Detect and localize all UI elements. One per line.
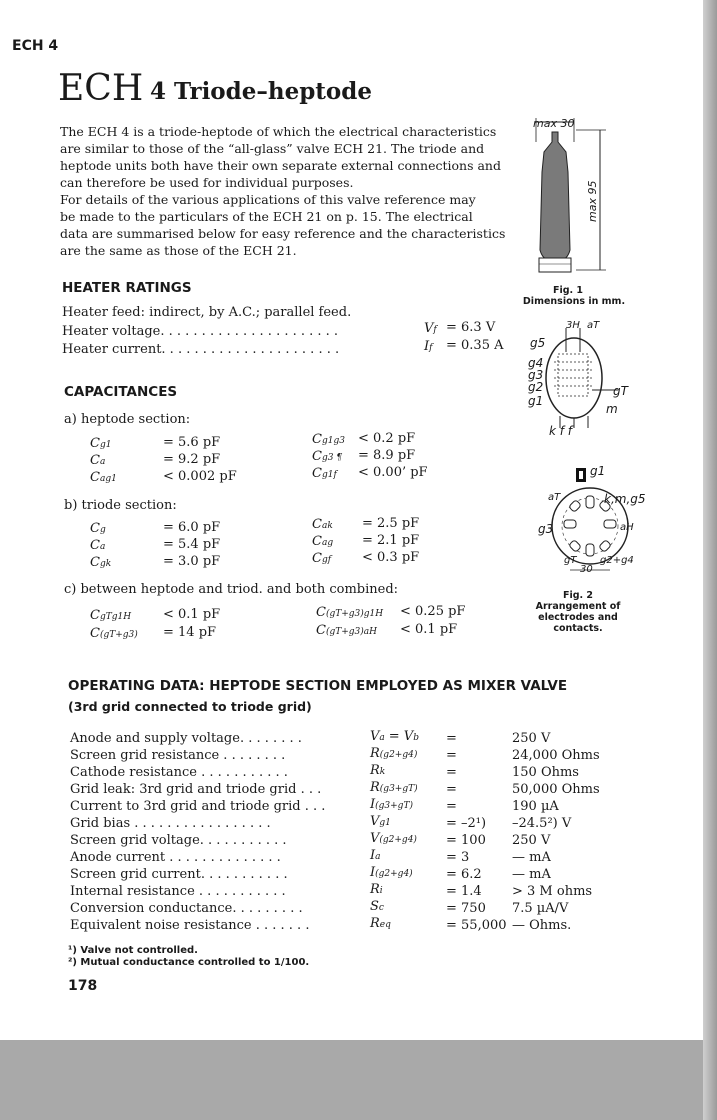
schematic-label: g5 <box>530 336 546 350</box>
page-number: 178 <box>68 978 98 994</box>
operating-row-symbol: Rk <box>370 763 386 778</box>
footnote: ¹) Valve not controlled. <box>68 945 198 956</box>
cap-value: < 0.1 pF <box>163 607 221 622</box>
operating-row-symbol: Vg1 <box>370 814 391 829</box>
operating-row-value-b: — mA <box>512 850 551 865</box>
schematic-label: gT <box>613 384 628 398</box>
operating-row-label: Cathode resistance . . . . . . . . . . . <box>70 765 288 780</box>
heater-voltage-symbol <box>424 321 437 336</box>
operating-row-value-a: = 6.2 <box>446 867 482 882</box>
pin <box>586 544 594 556</box>
operating-row-value-b: 190 µA <box>512 799 559 814</box>
operating-row-value-b: –24.5²) V <box>512 816 572 831</box>
cap-value: < 0.2 pF <box>358 431 416 446</box>
cap-value: = 9.2 pF <box>163 452 221 467</box>
pin-label: g1 <box>590 464 606 478</box>
schematic-label: g3 <box>528 368 544 382</box>
cap-value: < 0.25 pF <box>400 604 466 619</box>
operating-row-equals: = <box>446 748 457 763</box>
heater-current-symbol <box>424 339 432 354</box>
operating-row-value-b: > 3 M ohms <box>512 884 593 899</box>
heptode-section-label: a) heptode section: <box>64 412 191 427</box>
cap-value: = 5.4 pF <box>163 537 221 552</box>
valve-outline-figure <box>522 112 622 280</box>
symbol-subscript: f <box>433 325 437 335</box>
operating-row-equals: = <box>446 765 457 780</box>
symbol-letter: V <box>424 321 434 336</box>
operating-row-label: Equivalent noise resistance . . . . . . . <box>70 918 310 933</box>
schematic-label: g2 <box>528 380 544 394</box>
operating-row-label: Current to 3rd grid and triode grid . . . <box>70 799 326 814</box>
capacitances-heading: CAPACITANCES <box>64 384 178 400</box>
fig2-caption-sub: electrodes and <box>538 612 618 623</box>
cap-symbol: Ca <box>90 453 106 468</box>
intro-line: For details of the various applications of this valve reference may <box>60 192 476 207</box>
symbol-subscript: f <box>429 343 433 353</box>
operating-row-label: Anode current . . . . . . . . . . . . . . <box>70 850 281 865</box>
cap-symbol: Ca <box>90 538 106 553</box>
operating-row-value-a: = 100 <box>446 833 486 848</box>
cap-symbol: Cag <box>312 534 334 549</box>
pin-label: aT <box>548 492 561 503</box>
fig1-caption: Fig. 1 <box>552 285 584 296</box>
operating-row-value-b: 150 Ohms <box>512 765 579 780</box>
schematic-label: aT <box>587 320 600 331</box>
intro-line: can therefore be used for individual purposes. <box>60 175 354 190</box>
page-title: ECH <box>58 68 144 109</box>
operating-row-value-b: — Ohms. <box>512 918 572 933</box>
cap-value: < 0.002 pF <box>163 469 237 484</box>
operating-data-heading: OPERATING DATA: HEPTODE SECTION EMPLOYED AS MIXER VALVE <box>68 678 568 694</box>
cap-symbol: Cg1f <box>312 466 337 481</box>
operating-data-subheading: (3rd grid connected to triode grid) <box>68 699 312 714</box>
cap-symbol: C(gT+g3) <box>90 626 138 641</box>
cap-value: = 2.5 pF <box>362 516 420 531</box>
cap-value: = 3.0 pF <box>163 554 221 569</box>
page-subtitle: 4 Triode–heptode <box>150 78 372 105</box>
fig1-height-label: max 95 <box>586 180 599 222</box>
heater-voltage-label: Heater voltage. . . . . . . . . . . . . . . . . . . . . . <box>62 324 339 339</box>
cap-value: = 14 pF <box>163 625 217 640</box>
operating-row-equals: = <box>446 731 457 746</box>
heater-voltage-value: = 6.3 V <box>446 320 496 335</box>
pin <box>604 520 616 528</box>
page-bottom-shadow <box>0 1040 703 1120</box>
fig2-caption-sub: Arrangement of <box>535 601 621 612</box>
symbol-letter: I <box>424 339 430 354</box>
operating-row-value-a: = 1.4 <box>446 884 482 899</box>
cap-value: < 0.1 pF <box>400 622 458 637</box>
pin-label: g2+g4 <box>600 555 634 566</box>
operating-row-label: Grid bias . . . . . . . . . . . . . . . . . <box>70 816 271 831</box>
cap-symbol: Cg3 ¶ <box>312 449 343 464</box>
footnote: ²) Mutual conductance controlled to 1/100. <box>68 957 310 968</box>
intro-line: data are summarised below for easy reference and the characteristics <box>60 226 506 241</box>
operating-row-label: Anode and supply voltage. . . . . . . . <box>70 731 302 746</box>
schematic-label: k f f <box>549 424 573 438</box>
fig1-caption-sub: Dimensions in mm. <box>522 296 626 307</box>
fig2-caption: Fig. 2 <box>562 590 594 601</box>
cap-value: = 5.6 pF <box>163 435 221 450</box>
operating-row-symbol: I(g2+g4) <box>370 865 413 880</box>
schematic-label: g4 <box>528 356 544 370</box>
cap-value: = 2.1 pF <box>362 533 420 548</box>
operating-row-label: Screen grid resistance . . . . . . . . <box>70 748 286 763</box>
fig1-width-label: max 30 <box>533 117 575 130</box>
pin <box>586 496 594 508</box>
operating-row-value-b: 50,000 Ohms <box>512 782 600 797</box>
operating-row-symbol: Req <box>370 916 391 931</box>
intro-line: be made to the particulars of the ECH 21 on p. 15. The electrical <box>60 209 473 224</box>
heater-ratings-heading: HEATER RATINGS <box>62 280 192 296</box>
operating-row-equals: = <box>446 782 457 797</box>
pin-label: g3 <box>538 522 554 536</box>
pin-label: aH <box>620 522 634 533</box>
cap-symbol: Cg <box>90 521 106 536</box>
intro-line: are the same as those of the ECH 21. <box>60 243 297 258</box>
schematic-label: g1 <box>528 394 544 408</box>
pin <box>564 520 576 528</box>
operating-row-equals: = <box>446 799 457 814</box>
operating-row-value-a: = 750 <box>446 901 486 916</box>
operating-row-symbol: Ia <box>370 848 381 863</box>
operating-row-symbol: R(g3+gT) <box>370 780 418 795</box>
cap-symbol: Cg1 <box>90 436 112 451</box>
cap-value: = 8.9 pF <box>358 448 416 463</box>
operating-row-value-b: 7.5 µA/V <box>512 901 569 916</box>
cap-symbol: Cag1 <box>90 470 117 485</box>
valve-base <box>539 258 571 272</box>
cap-symbol: Cak <box>312 517 333 532</box>
intro-line: The ECH 4 is a triode-heptode of which the electrical characteristics <box>60 124 497 139</box>
heater-feed-text: Heater feed: indirect, by A.C.; parallel feed. <box>62 305 352 320</box>
operating-row-symbol: Ri <box>370 882 383 897</box>
operating-row-value-b: 24,000 Ohms <box>512 748 600 763</box>
running-header: ECH 4 <box>12 38 59 54</box>
schematic-label: m <box>606 402 618 416</box>
operating-row-value-a: = 55,000 <box>446 918 507 933</box>
cap-symbol: Cgk <box>90 555 112 570</box>
operating-row-value-b: 250 V <box>512 833 551 848</box>
operating-row-symbol: Sc <box>370 899 384 914</box>
intro-line: heptode units both have their own separate external connections and <box>60 158 501 173</box>
operating-row-value-a: = 3 <box>446 850 470 865</box>
cap-value: < 0.00’ pF <box>358 465 428 480</box>
heater-current-label: Heater current. . . . . . . . . . . . . . . . . . . . . . <box>62 342 340 357</box>
cap-symbol: C(gT+g3)g1H <box>316 605 384 620</box>
operating-row-symbol: I(g3+gT) <box>370 797 413 812</box>
cap-symbol: C(gT+g3)aH <box>316 623 377 638</box>
operating-row-value-b: — mA <box>512 867 551 882</box>
operating-row-label: Screen grid current. . . . . . . . . . . <box>70 867 288 882</box>
operating-row-symbol: R(g2+g4) <box>370 746 418 761</box>
operating-row-label: Conversion conductance. . . . . . . . . <box>70 901 303 916</box>
cap-symbol: Cgf <box>312 551 332 566</box>
operating-row-label: Grid leak: 3rd grid and triode grid . . . <box>70 782 322 797</box>
heater-current-value: = 0.35 A <box>446 338 504 353</box>
pin-label: gT <box>564 555 577 566</box>
schematic-label: 3H <box>566 320 580 331</box>
operating-row-symbol: Va = Vb <box>370 729 419 744</box>
cap-value: < 0.3 pF <box>362 550 420 565</box>
valve-bulb <box>540 132 570 260</box>
operating-row-label: Internal resistance . . . . . . . . . . . <box>70 884 286 899</box>
operating-row-symbol: V(g2+g4) <box>370 831 417 846</box>
combined-section-label: c) between heptode and triod. and both combined: <box>64 582 399 597</box>
operating-row-value-a: = –2¹) <box>446 816 487 831</box>
cap-symbol: CgTg1H <box>90 608 132 623</box>
triode-section-label: b) triode section: <box>64 498 177 513</box>
cap-symbol: Cg1g3 <box>312 432 345 447</box>
diameter-label: 30 <box>580 564 593 575</box>
page-edge-shadow <box>703 0 717 1120</box>
intro-line: are similar to those of the “all-glass” valve ECH 21. The triode and <box>60 141 485 156</box>
operating-row-label: Screen grid voltage. . . . . . . . . . . <box>70 833 287 848</box>
fig2-caption-sub: contacts. <box>553 623 603 634</box>
operating-row-value-b: 250 V <box>512 731 551 746</box>
pin-label: k,m,g5 <box>604 492 646 506</box>
cap-value: = 6.0 pF <box>163 520 221 535</box>
